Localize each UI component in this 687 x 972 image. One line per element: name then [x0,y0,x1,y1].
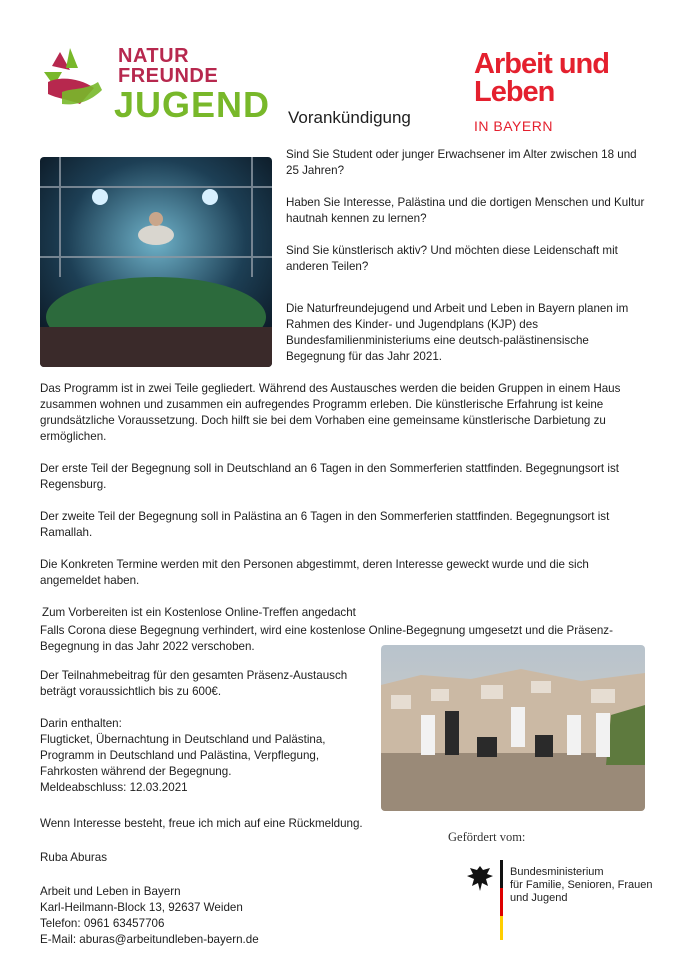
intro-paragraph-1: Sind Sie Student oder junger Erwachsener im Alter zwischen 18 und 25 Jahren? [286,148,637,177]
logo-text-leben: Leben [474,76,555,108]
included-line-3: Fahrkosten während der Begegnung. [40,765,232,778]
details-text-block [40,668,370,948]
main-paragraph-2: Der erste Teil der Begegnung soll in Deutschland an 6 Tagen in den Sommerferien stattfinden. Begegnungsort ist Regensburg. [40,462,619,491]
logo-text-freunde: FREUNDE [118,65,219,87]
federal-eagle-icon [466,864,494,894]
included-line-1: Flugticket, Übernachtung in Deutschland und Palästina, [40,733,326,746]
included-title: Darin enthalten: [40,717,122,730]
intro-paragraph-4: Die Naturfreundejugend und Arbeit und Leben in Bayern planen im Rahmen des Kinder- und Jugendplans (KJP) des Bundesfamilienministeriums eine deutsch-palästinensische Begegnung für das Jahr 2021. [286,302,629,363]
intro-paragraph-3: Sind Sie künstlerisch aktiv? Und möchten diese Leidenschaft mit anderen Teilen? [286,244,618,273]
main-paragraph-3: Der zweite Teil der Begegnung soll in Palästina an 6 Tagen in den Sommerferien stattfinden. Begegnungsort ist Ramallah. [40,510,610,539]
main-text-block [40,381,648,655]
deadline-text: Meldeabschluss: 12.03.2021 [40,781,188,794]
arbeit-und-leben-logo [474,50,644,132]
contact-name: Ruba Aburas [40,851,108,864]
funding-label: Gefördert vom: [448,830,526,844]
intro-paragraph-2: Haben Sie Interesse, Palästina und die dortigen Menschen und Kultur hautnah kennen zu lernen? [286,196,645,225]
ministry-line-2: für Familie, Senioren, Frauen [510,879,653,891]
naturfreunde-emblem-icon [40,42,116,118]
contact-address: Karl-Heilmann-Block 13, 92637 Weiden [40,901,243,914]
main-paragraph-1: Das Programm ist in zwei Teile gegliedert. Während des Austausches werden die beiden Gruppen in einem Haus zusammen wohnen und zusammen ein aufregendes Programm erleben. Die künstlerische Erfahrung ist keine grundsätzliche Voraussetzung. Doch hilft sie bei dem Vorhaben eine gemeinsame künstlerische Darbietung zu ermöglichen. [40,382,621,443]
logo-text-in-bayern: IN BAYERN [474,118,553,134]
group-music-photo [381,645,645,811]
contact-phone: Telefon: 0961 63457706 [40,917,165,930]
main-paragraph-4: Die Konkreten Termine werden mit den Personen abgestimmt, deren Interesse geweckt wurde und die sich angemeldet haben. [40,558,589,587]
flag-stripe-red [500,888,503,916]
main-paragraph-6: Falls Corona diese Begegnung verhindert, wird eine kostenlose Online-Begegnung umgesetzt und die Präsenz-Begegnung in das Jahr 2022 verschoben. [40,624,613,653]
logo-text-arbeit-und: Arbeit und [474,48,609,80]
logo-text-jugend: JUGEND [114,84,271,125]
ministry-line-1: Bundesministerium [510,866,604,878]
contact-email: E-Mail: aburas@arbeitundleben-bayern.de [40,933,259,946]
ministry-logo [466,860,656,940]
naturfreunde-jugend-logo [40,42,271,126]
flag-stripe-black [500,860,503,888]
ministry-name [510,866,652,905]
ministry-line-3: und Jugend [510,892,568,904]
page-title: Vorankündigung [288,108,411,127]
dance-performance-photo [40,157,272,367]
closing-text: Wenn Interesse besteht, freue ich mich auf eine Rückmeldung. [40,817,363,830]
fee-text: Der Teilnahmebeitrag für den gesamten Präsenz-Austausch beträgt voraussichtlich bis zu 600€. [40,669,348,698]
intro-text-block [286,147,648,381]
flag-stripe-gold [500,916,503,940]
included-line-2: Programm in Deutschland und Palästina, Verpflegung, [40,749,320,762]
logo-text-natur: NATUR [118,45,190,67]
contact-org: Arbeit und Leben in Bayern [40,885,181,898]
main-paragraph-5: Zum Vorbereiten ist ein Kostenlose Online-Treffen angedacht [42,606,356,619]
